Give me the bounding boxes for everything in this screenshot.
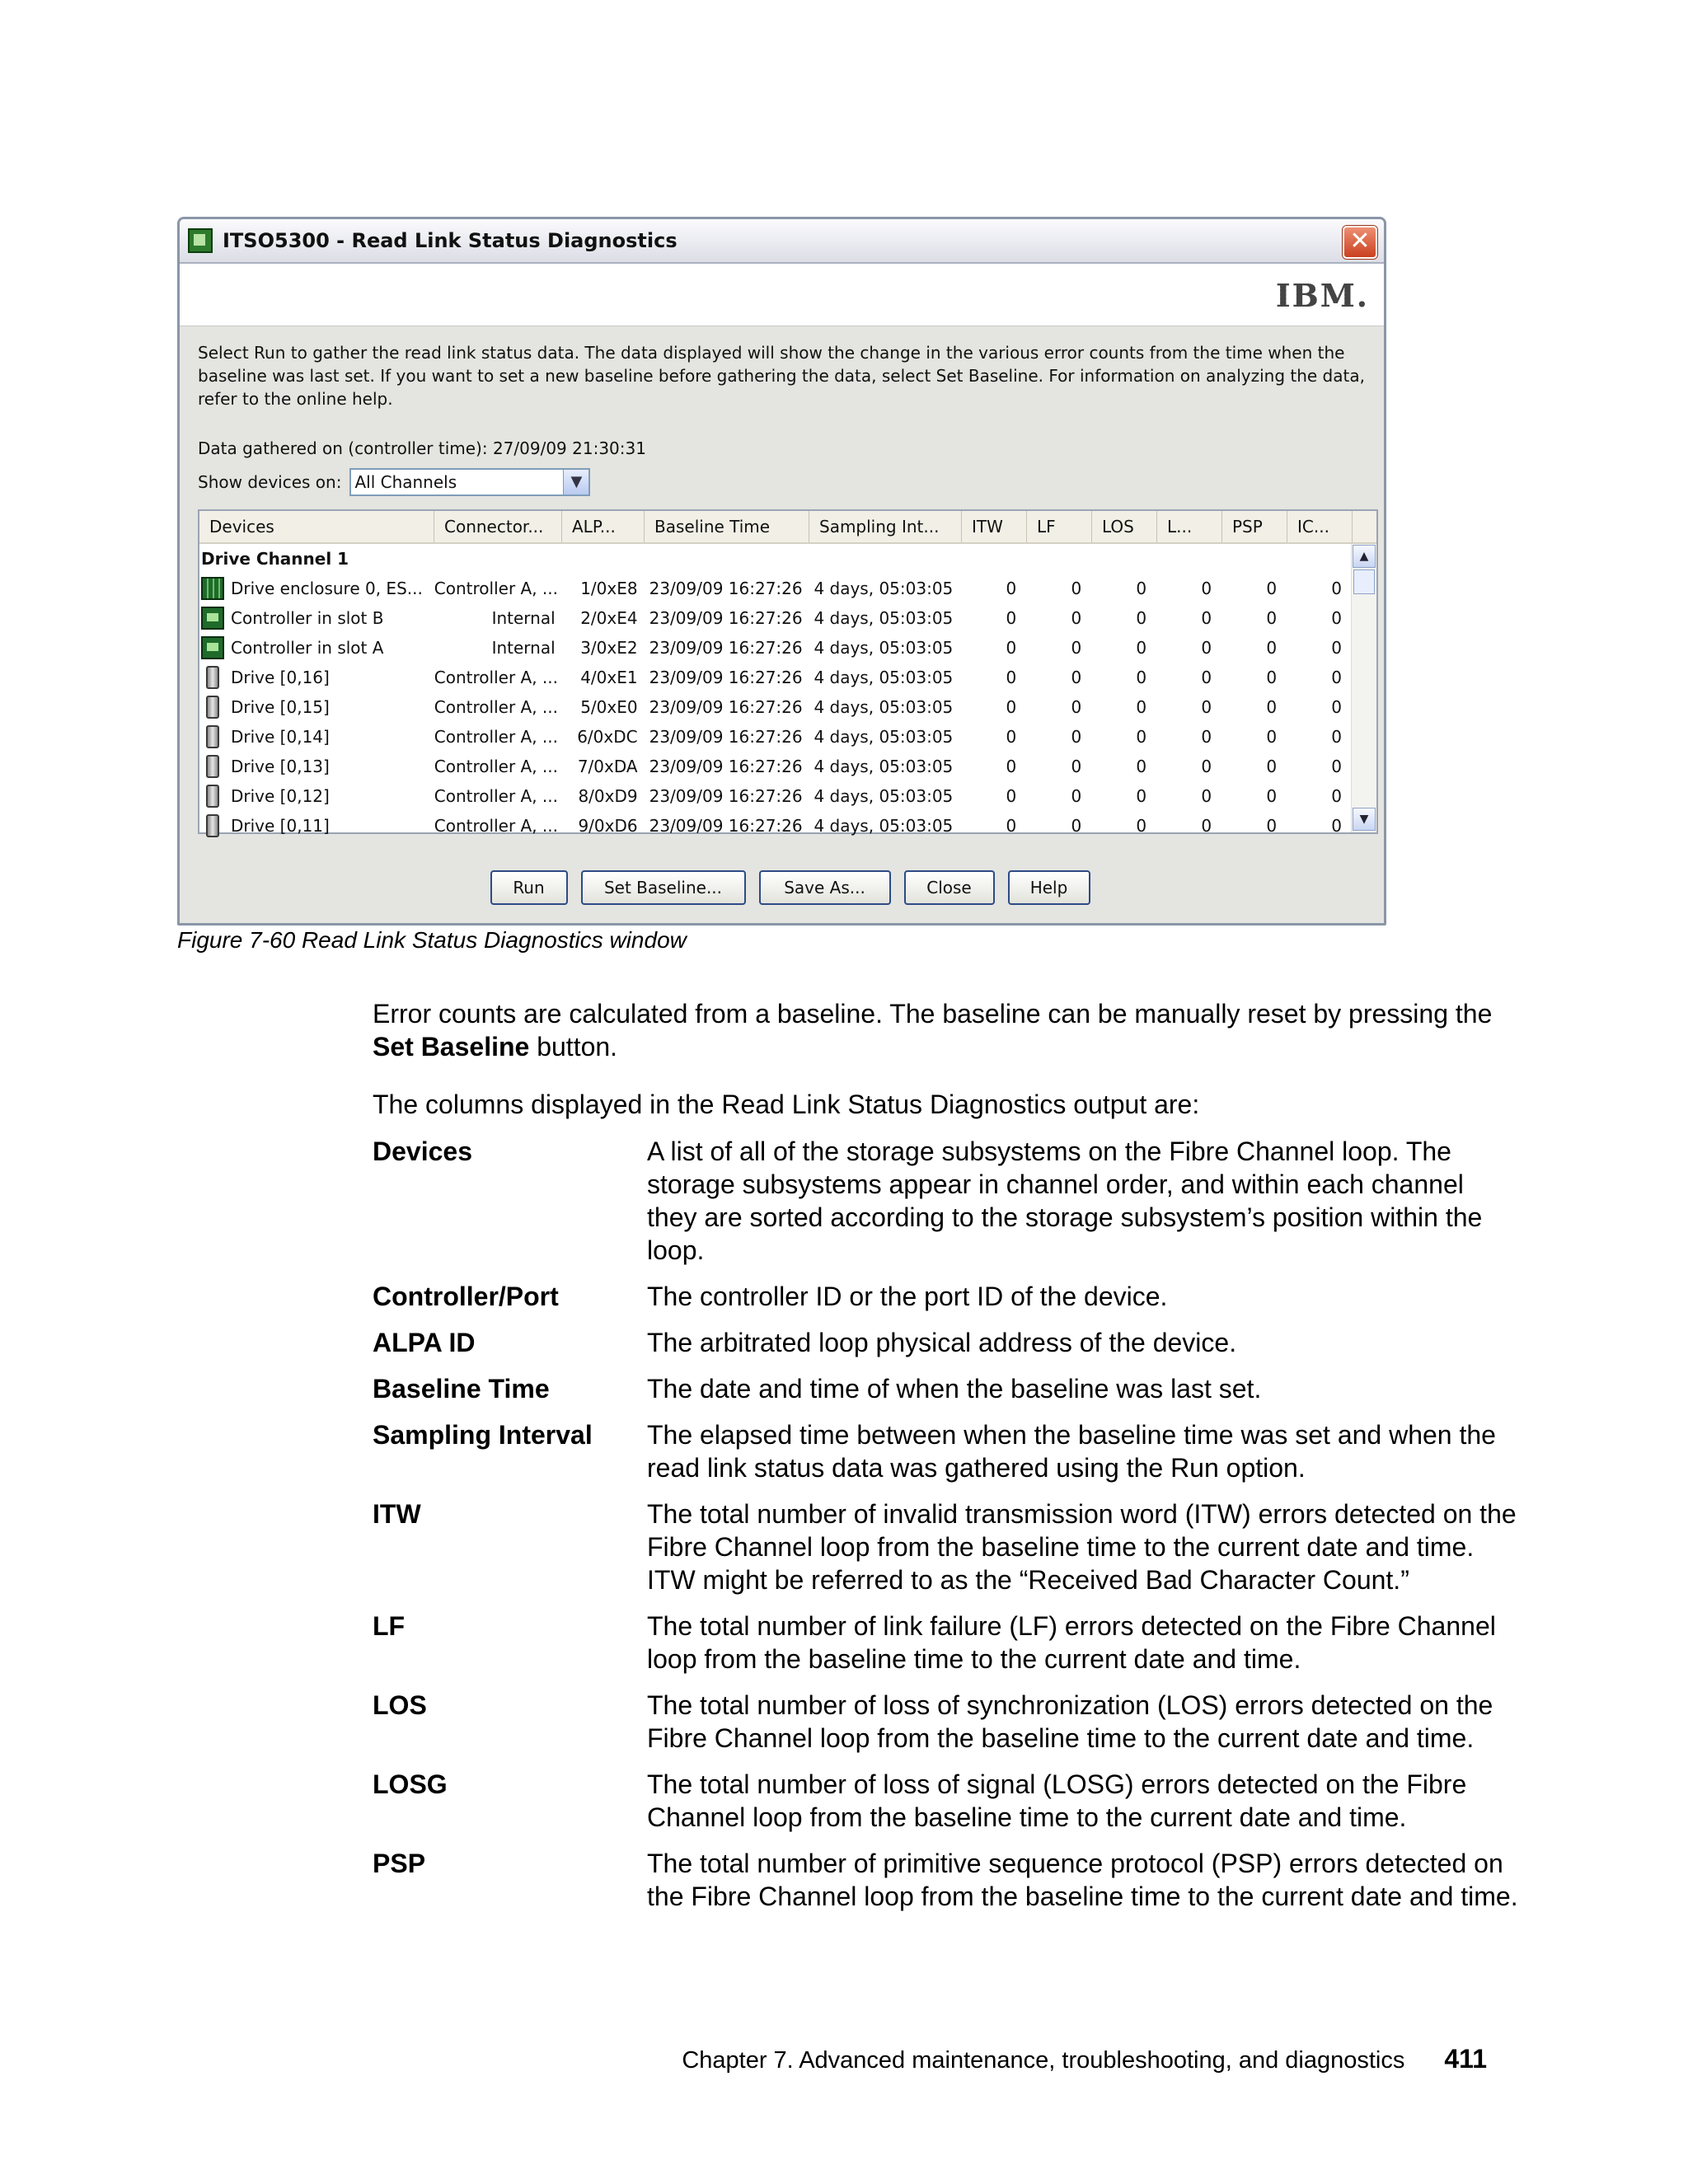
definition-list [373, 1135, 1518, 1926]
help-button[interactable]: Help [1008, 870, 1090, 905]
cell-psp: 0 [1266, 668, 1278, 687]
definition-item [373, 1326, 1518, 1359]
definition-description: The date and time of when the baseline was last set. [647, 1374, 1262, 1404]
cell-losg: 0 [1201, 608, 1212, 628]
drive-icon [206, 666, 219, 689]
cell-lf: 0 [1071, 757, 1082, 776]
cell-itw: 0 [1006, 786, 1017, 806]
cell-sampling-interval: 4 days, 05:03:05 [814, 638, 954, 658]
definition-description: The total number of link failure (LF) errors detected on the Fibre Channel loop from the baseline time to the current date and time. [647, 1611, 1496, 1674]
cell-alpa: 3/0xE2 [580, 638, 638, 658]
definition-item [373, 1418, 1518, 1484]
definition-item [373, 1372, 1518, 1405]
group-row-drive-channel[interactable]: Drive Channel 1 [201, 549, 349, 569]
cell-connector: Controller A, ... [434, 786, 558, 806]
cell-ic: 0 [1331, 668, 1343, 687]
column-header-los[interactable]: LOS [1092, 511, 1157, 542]
cell-lf: 0 [1071, 668, 1082, 687]
cell-itw: 0 [1006, 816, 1017, 836]
baseline-paragraph [373, 997, 1510, 1063]
table-row[interactable] [199, 811, 1352, 841]
cell-psp: 0 [1266, 608, 1278, 628]
definition-description: The controller ID or the port ID of the device. [647, 1282, 1168, 1311]
cell-device [199, 722, 434, 752]
device-name: Drive [0,12] [231, 786, 330, 806]
figure-caption: Figure 7-60 Read Link Status Diagnostics window [177, 927, 687, 953]
cell-losg: 0 [1201, 786, 1212, 806]
cell-device [199, 663, 434, 692]
chevron-down-icon[interactable]: ▼ [563, 470, 588, 494]
cell-baseline-time: 23/09/09 16:27:26 [649, 608, 803, 628]
cell-itw: 0 [1006, 697, 1017, 717]
cell-psp: 0 [1266, 638, 1278, 658]
device-name: Drive [0,11] [231, 816, 330, 836]
cell-losg: 0 [1201, 579, 1212, 598]
cell-los: 0 [1136, 638, 1147, 658]
run-button[interactable]: Run [490, 870, 568, 905]
definition-description: The total number of loss of signal (LOSG) errors detected on the Fibre Channel loop from the baseline time to the current date and time. [647, 1769, 1467, 1832]
definition-term: Controller/Port [373, 1282, 559, 1311]
cell-losg: 0 [1201, 727, 1212, 747]
cell-ic: 0 [1331, 638, 1343, 658]
definition-item [373, 1280, 1518, 1313]
cell-sampling-interval: 4 days, 05:03:05 [814, 697, 954, 717]
cell-baseline-time: 23/09/09 16:27:26 [649, 727, 803, 747]
controller-icon [201, 607, 224, 630]
cell-los: 0 [1136, 757, 1147, 776]
column-header-lf[interactable]: LF [1027, 511, 1092, 542]
cell-ic: 0 [1331, 579, 1343, 598]
table-row[interactable] [199, 574, 1352, 603]
cell-alpa: 9/0xD6 [578, 816, 638, 836]
save-as-button[interactable]: Save As... [759, 870, 891, 905]
paragraph-text-end: button. [529, 1032, 618, 1062]
definition-description: The elapsed time between when the baseline time was set and when the read link status data was gathered using the Run option. [647, 1420, 1496, 1483]
cell-los: 0 [1136, 668, 1147, 687]
cell-losg: 0 [1201, 816, 1212, 836]
cell-device [199, 811, 434, 841]
cell-sampling-interval: 4 days, 05:03:05 [814, 608, 954, 628]
cell-sampling-interval: 4 days, 05:03:05 [814, 668, 954, 687]
definition-term: PSP [373, 1849, 426, 1878]
cell-los: 0 [1136, 816, 1147, 836]
cell-lf: 0 [1071, 727, 1082, 747]
drive-icon [206, 785, 219, 808]
cell-alpa: 6/0xDC [577, 727, 638, 747]
table-row[interactable] [199, 603, 1352, 633]
table-body [199, 544, 1352, 836]
cell-losg: 0 [1201, 638, 1212, 658]
drive-icon [206, 814, 219, 837]
table-header [199, 511, 1376, 544]
cell-psp: 0 [1266, 697, 1278, 717]
definition-term: Devices [373, 1137, 472, 1166]
show-devices-label: Show devices on: [198, 472, 342, 492]
column-header-devices[interactable]: Devices [199, 511, 434, 542]
device-name: Drive [0,14] [231, 727, 330, 747]
drive-icon [206, 725, 219, 748]
definition-description: The total number of invalid transmission word (ITW) errors detected on the Fibre Channel loop from the baseline time to the current date and time. ITW might be referred to as the “Received Bad Character Count.” [647, 1499, 1517, 1595]
cell-baseline-time: 23/09/09 16:27:26 [649, 579, 803, 598]
cell-device [199, 692, 434, 722]
table-row[interactable] [199, 722, 1352, 752]
cell-itw: 0 [1006, 668, 1017, 687]
table-row[interactable] [199, 633, 1352, 663]
cell-sampling-interval: 4 days, 05:03:05 [814, 727, 954, 747]
cell-psp: 0 [1266, 757, 1278, 776]
cell-alpa: 2/0xE4 [580, 608, 638, 628]
vertical-scrollbar[interactable] [1351, 544, 1376, 832]
paragraph-text: Error counts are calculated from a baseline. The baseline can be manually reset by pressing the [373, 999, 1493, 1029]
cell-lf: 0 [1071, 608, 1082, 628]
controller-icon [201, 636, 224, 659]
cell-alpa: 4/0xE1 [580, 668, 638, 687]
cell-baseline-time: 23/09/09 16:27:26 [649, 757, 803, 776]
cell-sampling-interval: 4 days, 05:03:05 [814, 579, 954, 598]
scroll-thumb[interactable] [1353, 569, 1375, 594]
definition-item [373, 1135, 1518, 1267]
definition-description: The arbitrated loop physical address of the device. [647, 1328, 1237, 1357]
cell-baseline-time: 23/09/09 16:27:26 [649, 816, 803, 836]
definition-description: The total number of primitive sequence protocol (PSP) errors detected on the Fibre Channel loop from the baseline time to the current date and time. [647, 1849, 1518, 1911]
definition-term: LOS [373, 1690, 427, 1720]
cell-sampling-interval: 4 days, 05:03:05 [814, 816, 954, 836]
definition-description: A list of all of the storage subsystems on the Fibre Channel loop. The storage subsystems appear in channel order, and within each channel they are sorted according to the storage subsystem’s position within the loop. [647, 1137, 1483, 1265]
table-row[interactable] [199, 663, 1352, 692]
cell-sampling-interval: 4 days, 05:03:05 [814, 786, 954, 806]
cell-ic: 0 [1331, 608, 1343, 628]
logo-band [180, 264, 1384, 326]
scroll-up-icon[interactable]: ▲ [1353, 545, 1376, 568]
cell-baseline-time: 23/09/09 16:27:26 [649, 697, 803, 717]
column-header-psp[interactable]: PSP [1222, 511, 1287, 542]
data-gathered-text: Data gathered on (controller time): 27/09/09 21:30:31 [198, 438, 646, 458]
cell-lf: 0 [1071, 697, 1082, 717]
device-name: Drive [0,15] [231, 697, 330, 717]
cell-ic: 0 [1331, 697, 1343, 717]
cell-device [199, 781, 434, 811]
definition-item [373, 1497, 1518, 1596]
column-header-ic[interactable]: IC... [1287, 511, 1353, 542]
cell-device [199, 574, 434, 603]
column-header-losg[interactable]: L... [1157, 511, 1222, 542]
cell-ic: 0 [1331, 757, 1343, 776]
definition-item [373, 1847, 1518, 1913]
page-footer [682, 2044, 1487, 2074]
read-link-status-window [177, 217, 1386, 926]
cell-itw: 0 [1006, 579, 1017, 598]
definition-term: ITW [373, 1499, 421, 1529]
definition-term: Sampling Interval [373, 1420, 593, 1450]
cell-los: 0 [1136, 608, 1147, 628]
cell-device [199, 633, 434, 663]
cell-lf: 0 [1071, 816, 1082, 836]
table-row[interactable] [199, 781, 1352, 811]
cell-losg: 0 [1201, 757, 1212, 776]
definition-term: ALPA ID [373, 1328, 476, 1357]
definition-term: Baseline Time [373, 1374, 550, 1404]
column-header-connector[interactable]: Connector... [434, 511, 562, 542]
cell-los: 0 [1136, 697, 1147, 717]
instructions-text: Select Run to gather the read link status data. The data displayed will show the change in the various error counts from the time when the baseline was last set. If you want to set a new baseline before gathering the data, select Set Baseline. For information on analyzing the data, refer to the online help. [198, 343, 1365, 409]
column-header-itw[interactable]: ITW [962, 511, 1027, 542]
cell-itw: 0 [1006, 757, 1017, 776]
cell-connector: Controller A, ... [434, 579, 558, 598]
cell-connector: Controller A, ... [434, 816, 558, 836]
cell-alpa: 7/0xDA [577, 757, 638, 776]
column-header-sampling-interval[interactable]: Sampling Int... [809, 511, 962, 542]
close-button[interactable]: Close [904, 870, 995, 905]
drive-icon [206, 755, 219, 778]
definition-item [373, 1610, 1518, 1675]
cell-sampling-interval: 4 days, 05:03:05 [814, 757, 954, 776]
cell-ic: 0 [1331, 816, 1343, 836]
cell-itw: 0 [1006, 727, 1017, 747]
cell-losg: 0 [1201, 697, 1212, 717]
definition-term: LF [373, 1611, 406, 1641]
close-window-icon[interactable]: ✕ [1343, 226, 1377, 259]
cell-psp: 0 [1266, 816, 1278, 836]
cell-connector: Internal [491, 608, 556, 628]
definition-term: LOSG [373, 1769, 448, 1799]
page-number: 411 [1444, 2044, 1487, 2074]
definition-description: The total number of loss of synchronization (LOS) errors detected on the Fibre Channel loop from the baseline time to the current date and time. [647, 1690, 1493, 1753]
column-header-alpa[interactable]: ALP... [562, 511, 645, 542]
cell-alpa: 1/0xE8 [580, 579, 638, 598]
device-name: Drive [0,13] [231, 757, 330, 776]
cell-alpa: 8/0xD9 [578, 786, 638, 806]
cell-device [199, 752, 434, 781]
ibm-logo: IBM. [1275, 277, 1369, 314]
cell-losg: 0 [1201, 668, 1212, 687]
table-row[interactable] [199, 692, 1352, 722]
cell-psp: 0 [1266, 579, 1278, 598]
cell-device [199, 603, 434, 633]
device-name: Controller in slot A [231, 638, 384, 658]
cell-los: 0 [1136, 786, 1147, 806]
cell-alpa: 5/0xE0 [580, 697, 638, 717]
cell-ic: 0 [1331, 786, 1343, 806]
cell-lf: 0 [1071, 579, 1082, 598]
link-status-table [198, 509, 1378, 834]
definition-item [373, 1768, 1518, 1834]
dialog-button-row [180, 870, 1384, 905]
definition-item [373, 1689, 1518, 1755]
chapter-title: Chapter 7. Advanced maintenance, troubleshooting, and diagnostics [682, 2047, 1405, 2074]
device-name: Drive [0,16] [231, 668, 330, 687]
cell-psp: 0 [1266, 727, 1278, 747]
cell-lf: 0 [1071, 638, 1082, 658]
cell-connector: Internal [491, 638, 556, 658]
cell-itw: 0 [1006, 608, 1017, 628]
app-icon [188, 228, 213, 253]
cell-los: 0 [1136, 727, 1147, 747]
column-header-baseline-time[interactable]: Baseline Time [645, 511, 809, 542]
cell-baseline-time: 23/09/09 16:27:26 [649, 786, 803, 806]
device-name: Controller in slot B [231, 608, 384, 628]
device-name: Drive enclosure 0, ES... [231, 579, 423, 598]
show-devices-value: All Channels [354, 472, 457, 492]
cell-connector: Controller A, ... [434, 668, 558, 687]
cell-itw: 0 [1006, 638, 1017, 658]
set-baseline-button[interactable]: Set Baseline... [581, 870, 746, 905]
title-bar[interactable] [180, 219, 1384, 264]
cell-connector: Controller A, ... [434, 727, 558, 747]
cell-psp: 0 [1266, 786, 1278, 806]
enclosure-icon [201, 577, 224, 600]
cell-los: 0 [1136, 579, 1147, 598]
cell-baseline-time: 23/09/09 16:27:26 [649, 668, 803, 687]
window-title: ITSO5300 - Read Link Status Diagnostics [223, 229, 678, 252]
cell-ic: 0 [1331, 727, 1343, 747]
cell-connector: Controller A, ... [434, 697, 558, 717]
cell-lf: 0 [1071, 786, 1082, 806]
cell-baseline-time: 23/09/09 16:27:26 [649, 638, 803, 658]
table-row[interactable] [199, 752, 1352, 781]
scroll-down-icon[interactable]: ▼ [1353, 808, 1376, 831]
drive-icon [206, 696, 219, 719]
columns-intro-paragraph: The columns displayed in the Read Link Status Diagnostics output are: [373, 1090, 1200, 1119]
show-devices-dropdown[interactable] [349, 468, 590, 496]
cell-connector: Controller A, ... [434, 757, 558, 776]
set-baseline-emphasis: Set Baseline [373, 1032, 530, 1062]
